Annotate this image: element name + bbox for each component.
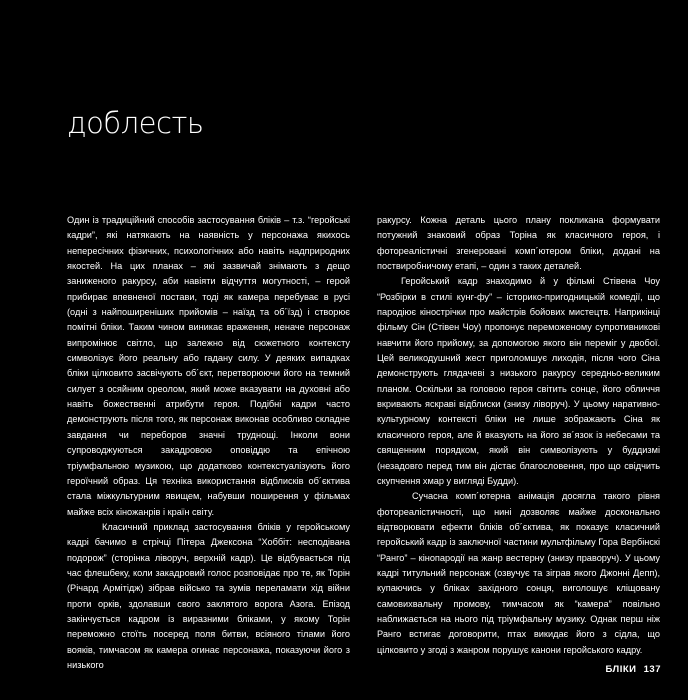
page-heading: доблесть — [67, 106, 204, 140]
paragraph-hobbit-continued: ракурсу. Кожна деталь цього плану покликана формувати потужний знаковий образ Торіна як класичного героя, і фотореалістичні згенеровані комп´ютером бліки, додані на поствиробничому етапі, – один з таких деталей. — [377, 215, 660, 272]
paragraph-rango: Сучасна комп´ютерна анімація досягла такого рівня фотореалістичності, що нині дозволяє майже досконально відтворювати ефекти бліків об´єктива, як показує класичний геройський кадр із заключної частини мультфільму Гора Вербінскі “Ранго” – кінопародії на жанр вестерну (знизу праворуч). У цьому кадрі титульний персонаж (озвучує та зіграв якого Джонні Депп), купаючись у бліках західного сонця, виголошує кліщовану самовихвальну промову, тимчасом як “камера” повільно наближається на нього під тріумфальну музику. Однак перш ніж Ранго встигає договорити, птах викидає його з сідла, що цілковито у згоді з жанром порушує канони геройського кадру. — [377, 491, 660, 655]
paragraph-kung-fu-hustle: Геройський кадр знаходимо й у фільмі Стівена Чоу “Розбірки в стилі кунг-фу” – історико-пригодницькій комедії, що пародіює кінострічки про майстрів бойових мистецтв. Наприкінці фільму Сін (Стівен Чоу) пропонує переможеному супротивникові навчити його прийому, за допомогою якого він переміг у двобої. Цей великодушний жест приголомшує лиходія, після чого Сіна демонструють глядачеві з низького ракурсу середньо-великим планом. Оскільки за головою героя світить сонце, його обличчя вкривають яскраві відблиски (знизу ліворуч). У цьому наративно-культурному контексті бліки не лише зображають Сіна як класичного героя, але й вказують на його зв´язок із небесами та священним порядком, який він символізують у буддизмі (незадовго перед тим він дістає благословення, про що свідчить скупчення хмар у вигляді Будди). — [377, 276, 660, 486]
footer-section-title: БЛІКИ — [605, 664, 637, 675]
left-text-column — [67, 213, 350, 673]
page-footer — [601, 664, 661, 675]
right-text-column — [377, 213, 660, 658]
paragraph-heroic-shots-intro: Один із традиційний способів застосування бліків – т.з. “геройські кадри”, які натякають на наявність у персонажа якихось непересічних фізичних, психологічних або навіть надприродних якостей. На цих планах – які зазвичай знімають з дещо заниженого ракурсу, аби навіяти відчуття могутності, – герой прибирає впевненої постави, тоді як камера перебуває в русі (одні з найпоширеніших прийомів – наїзд та об´їзд) і створює помітні бліки. Таким чином виникає враження, неначе персонаж випромінює світло, що залежно від сюжетного контексту символізує його реальну або гадану силу. У деяких випадках бліки цілковито засвічують об´єкт, перетворюючи його на темний силует з осяйним ореолом, який може вказувати на духовні або навіть божественні атрибути героя. Подібні кадри часто демонструють після того, як персонаж виконав особливо складне завдання чи переборов значні труднощі. Інколи вони супроводжуються закадровою оповіддю та епічною тріумфальною музикою, що додатково контекстуалізують його героїчний образ. Ця техніка використання відблисків об´єктива стала міжкультурним явищем, набувши поширення у фільмах майже всіх кіножанрів і країн світу. — [67, 215, 350, 517]
page-number: 137 — [643, 664, 661, 675]
paragraph-hobbit-example: Класичний приклад застосування бліків у геройському кадрі бачимо в стрічці Пітера Джексона “Хоббіт: несподівана подорож” (сторінка ліворуч, верхній кадр). Це відбувається під час флешбеку, коли закадровий голос розповідає про те, як Торін (Річард Армітідж) зібрав військо та зумів переламати хід війни проти орків, здолавши свого заклятого ворога Азога. Епізод закінчується кадром із виразними бліками, у якому Торін переможно стоїть посеред поля битви, всіяного тілами його вояків, тимчасом як камера огинає персонажа, показуючи його з низького — [67, 521, 350, 670]
